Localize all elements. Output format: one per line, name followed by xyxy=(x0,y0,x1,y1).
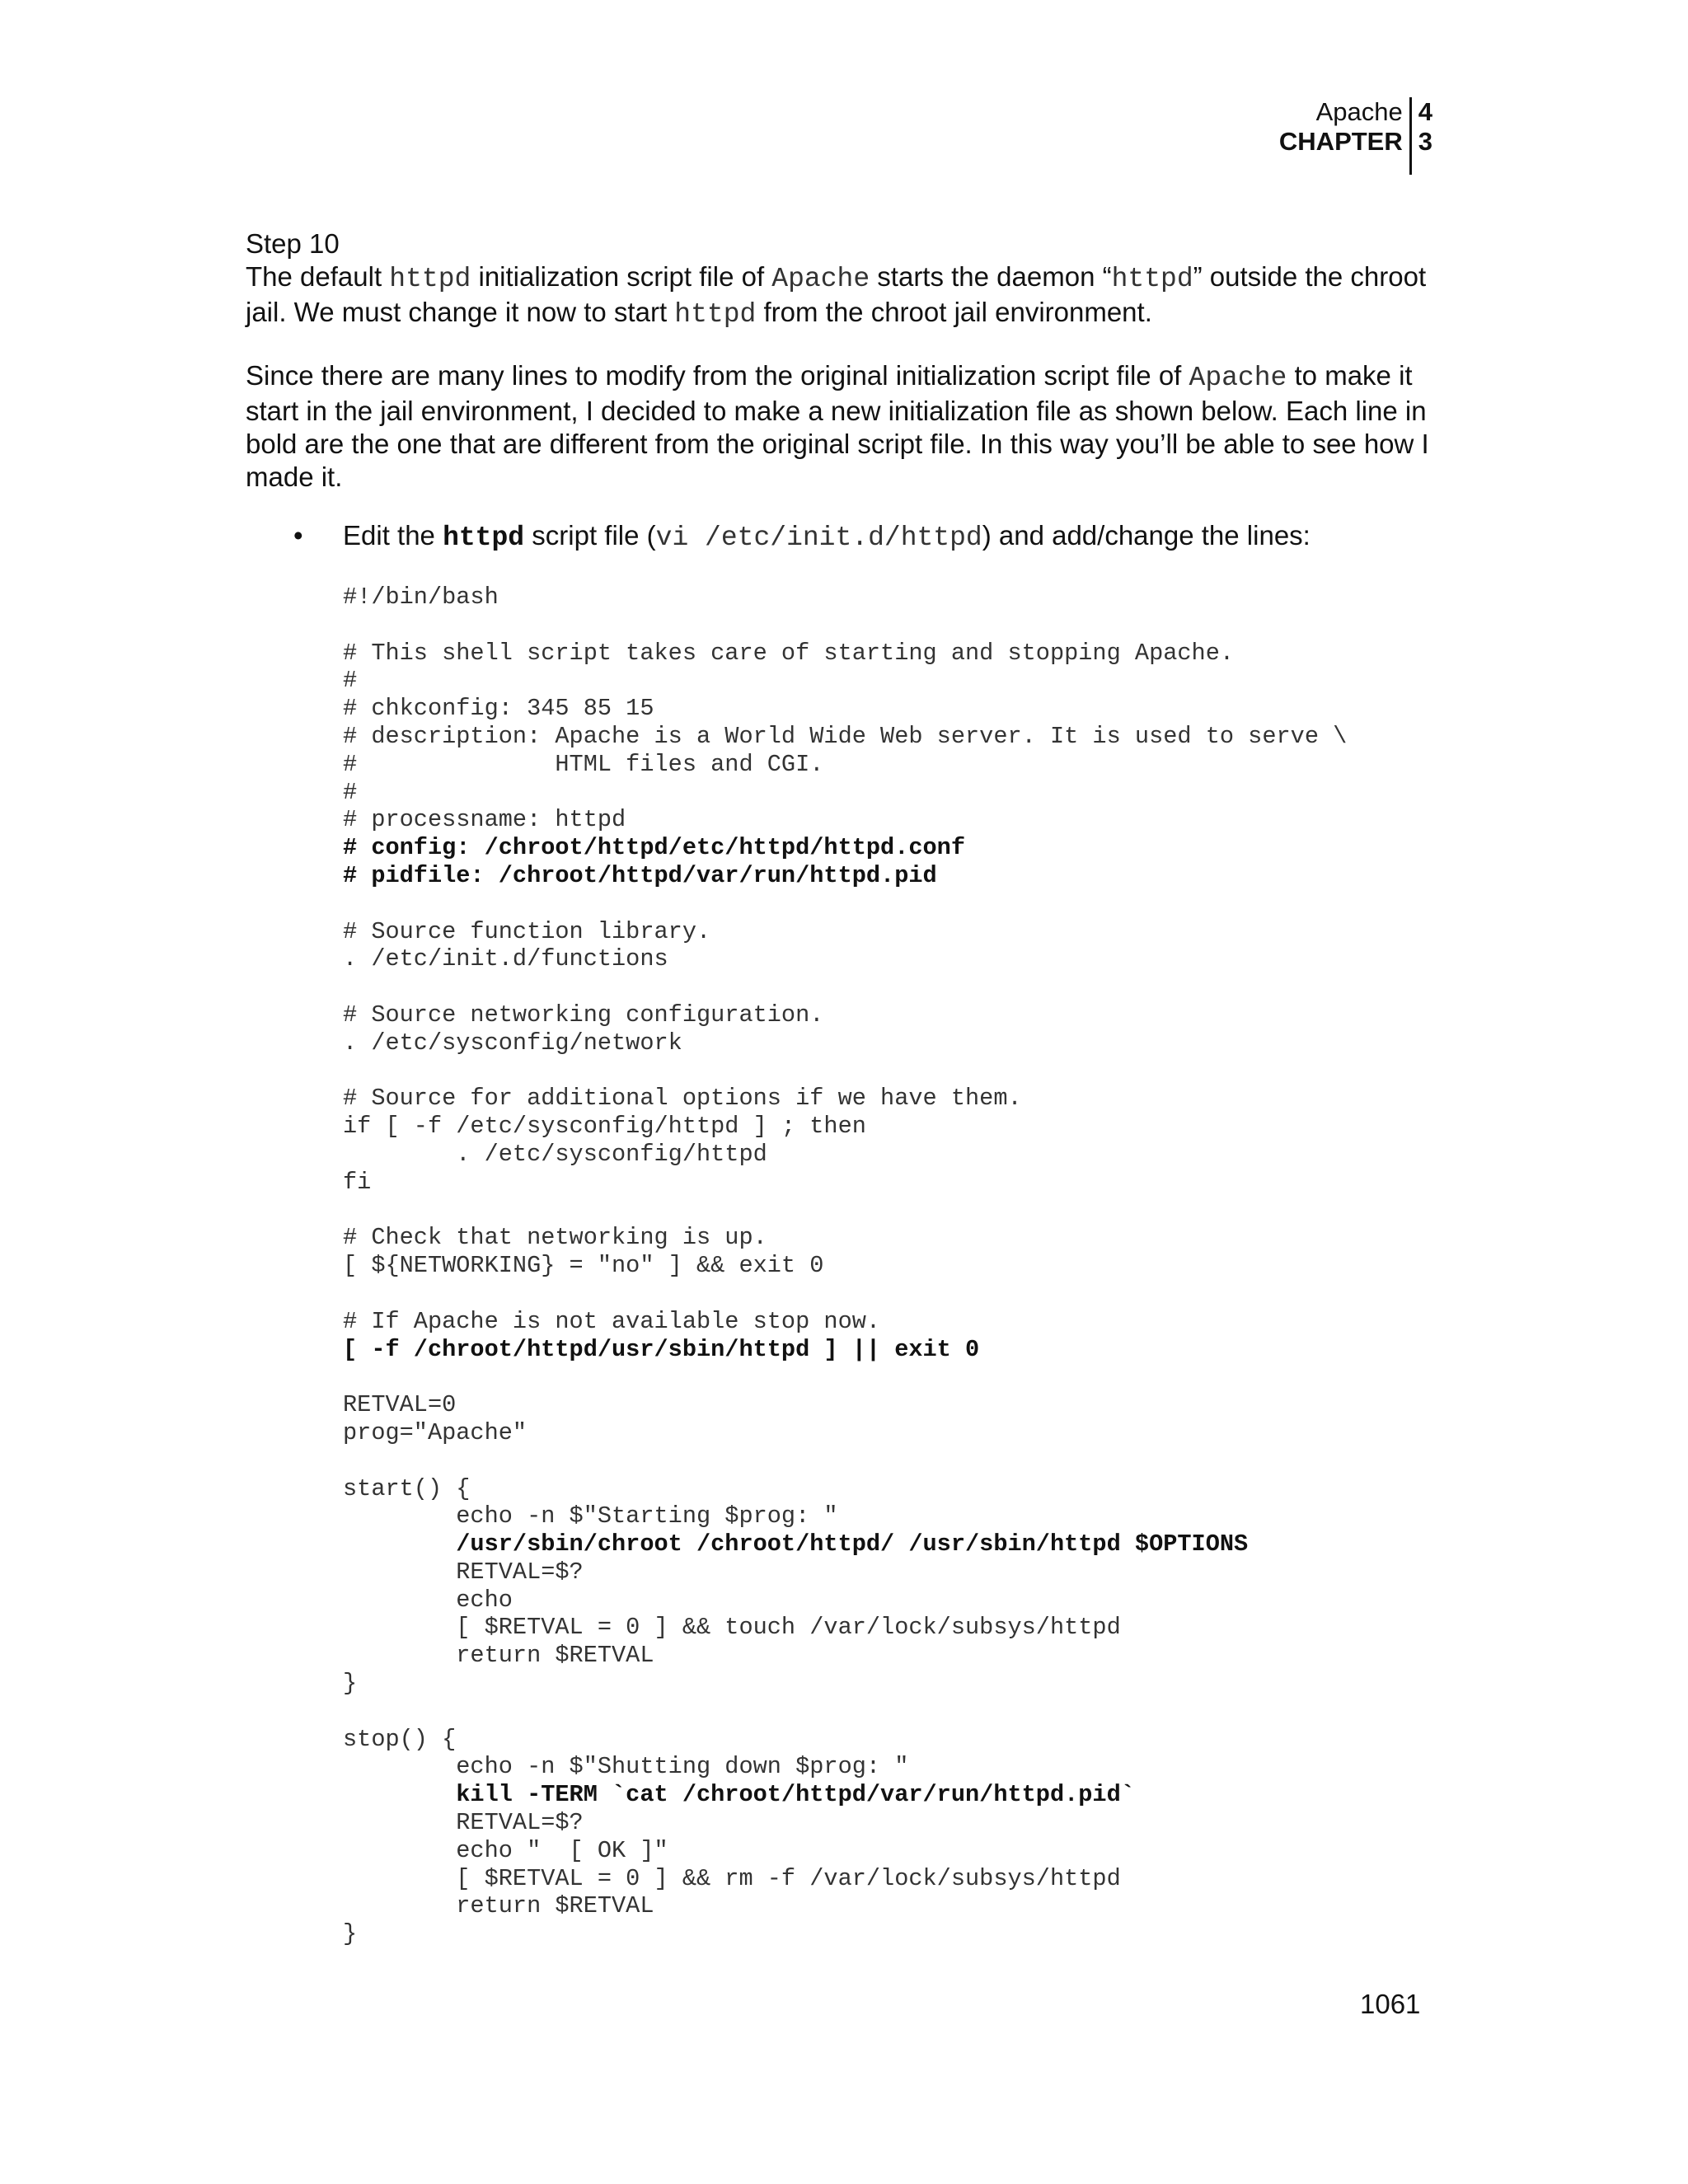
paragraph-text: from the chroot jail environment. xyxy=(756,297,1152,327)
code-line: RETVAL=$? xyxy=(343,1558,584,1586)
code-listing xyxy=(343,583,1347,1948)
paragraph-text: to make it start in the jail environment, I decided to make a new initialization file as shown below. Each line in bold are the one that are different from the original script file. In this way you’ll be able to see how I made it. xyxy=(246,360,1429,492)
code-line xyxy=(343,890,1347,918)
code-line: RETVAL=0 xyxy=(343,1391,457,1419)
header-chapter-label: CHAPTER xyxy=(1278,127,1403,156)
bullet-text-pre: Edit the xyxy=(343,520,443,551)
inline-code: Apache xyxy=(1189,363,1287,393)
code-line: } xyxy=(343,1920,358,1948)
code-line: [ ${NETWORKING} = "no" ] && exit 0 xyxy=(343,1252,824,1280)
code-line: } xyxy=(343,1670,358,1698)
code-line: return $RETVAL xyxy=(343,1892,654,1920)
header-number-bottom: 3 xyxy=(1418,127,1432,156)
instruction-bullet xyxy=(293,519,1311,555)
header-title: Apache xyxy=(1315,97,1403,126)
code-line: # This shell script takes care of starting and stopping Apache. xyxy=(343,639,1235,667)
code-line: # Source function library. xyxy=(343,917,711,945)
bullet-text-mid: script file ( xyxy=(524,520,656,551)
code-line-changed: /usr/sbin/chroot /chroot/httpd/ /usr/sbin/httpd $OPTIONS xyxy=(343,1530,1249,1558)
code-line: . /etc/sysconfig/network xyxy=(343,1029,682,1057)
code-line: # HTML files and CGI. xyxy=(343,750,824,778)
intro-paragraph xyxy=(246,260,1449,331)
header-numbers xyxy=(1412,97,1432,175)
code-line: [ $RETVAL = 0 ] && touch /var/lock/subsys/httpd xyxy=(343,1614,1121,1642)
code-line: #!/bin/bash xyxy=(343,583,499,611)
code-line xyxy=(343,1197,1347,1225)
code-line: [ $RETVAL = 0 ] && rm -f /var/lock/subsys/httpd xyxy=(343,1864,1121,1892)
code-line xyxy=(343,1363,1347,1391)
explanation-paragraph xyxy=(246,359,1449,494)
code-line: RETVAL=$? xyxy=(343,1809,584,1837)
paragraph-text: initialization script file of xyxy=(471,261,772,292)
paragraph-text: ” outside the chroot jail. We must change it now to start xyxy=(246,261,1427,327)
page-number: 1061 xyxy=(1360,1989,1421,2019)
code-line: . /etc/init.d/functions xyxy=(343,945,668,973)
code-line: # xyxy=(343,778,358,806)
inline-code: httpd xyxy=(674,299,757,330)
code-line xyxy=(343,973,1347,1001)
step-heading: Step 10 xyxy=(246,228,340,259)
code-line xyxy=(343,1057,1347,1085)
code-line xyxy=(343,1280,1347,1308)
code-line: # Source networking configuration. xyxy=(343,1001,824,1029)
header-number-top: 4 xyxy=(1418,97,1432,126)
code-line: echo " [ OK ]" xyxy=(343,1836,668,1864)
code-line: prog="Apache" xyxy=(343,1418,528,1446)
code-line: fi xyxy=(343,1168,372,1196)
code-line: # chkconfig: 345 85 15 xyxy=(343,695,654,723)
bullet-text xyxy=(343,519,1311,555)
code-line-changed: [ -f /chroot/httpd/usr/sbin/httpd ] || exit 0 xyxy=(343,1335,980,1363)
code-line xyxy=(343,1698,1347,1726)
header-titles xyxy=(1279,97,1412,175)
code-line: return $RETVAL xyxy=(343,1642,654,1670)
code-line: . /etc/sysconfig/httpd xyxy=(343,1140,767,1168)
code-line: # Check that networking is up. xyxy=(343,1224,767,1252)
code-line: echo -n $"Shutting down $prog: " xyxy=(343,1753,909,1781)
running-header xyxy=(1279,97,1432,175)
code-line: echo xyxy=(343,1586,513,1614)
code-line xyxy=(343,1447,1347,1475)
paragraph-text: starts the daemon “ xyxy=(870,261,1112,292)
code-line xyxy=(343,612,1347,640)
paragraph-text: Since there are many lines to modify from the original initialization script file of xyxy=(246,360,1189,391)
code-line: echo -n $"Starting $prog: " xyxy=(343,1502,838,1530)
code-line: # xyxy=(343,667,358,695)
bullet-icon: • xyxy=(293,520,303,551)
code-line-changed: # pidfile: /chroot/httpd/var/run/httpd.pid xyxy=(343,861,937,889)
code-line: # processname: httpd xyxy=(343,806,626,834)
paragraph-text: The default xyxy=(246,261,390,292)
code-line-changed: # config: /chroot/httpd/etc/httpd/httpd.conf xyxy=(343,834,965,862)
code-line: start() { xyxy=(343,1474,471,1502)
code-line-changed: kill -TERM `cat /chroot/httpd/var/run/httpd.pid` xyxy=(343,1781,1135,1809)
inline-code: httpd xyxy=(389,264,471,294)
bullet-text-post: ) and add/change the lines: xyxy=(982,520,1311,551)
bullet-filename: httpd xyxy=(443,523,525,553)
code-line: # If Apache is not available stop now. xyxy=(343,1307,881,1335)
code-line: if [ -f /etc/sysconfig/httpd ] ; then xyxy=(343,1113,866,1141)
bullet-command: vi /etc/init.d/httpd xyxy=(655,523,982,553)
code-line: # description: Apache is a World Wide Web server. It is used to serve \ xyxy=(343,722,1348,750)
inline-code: httpd xyxy=(1111,264,1193,294)
inline-code: Apache xyxy=(771,264,870,294)
code-line: # Source for additional options if we have them. xyxy=(343,1085,1022,1113)
code-line: stop() { xyxy=(343,1725,457,1753)
